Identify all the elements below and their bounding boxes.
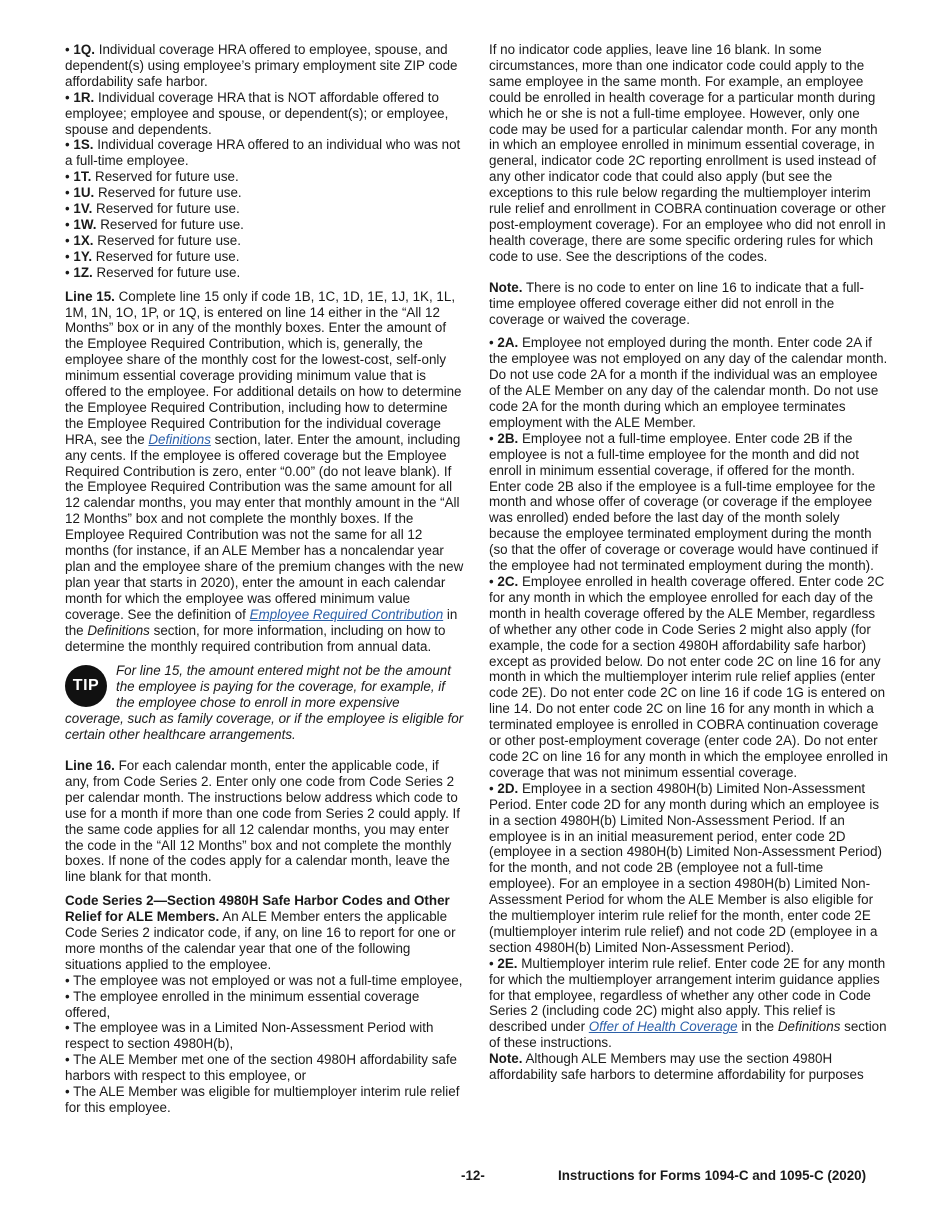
- code-item: • 1U. Reserved for future use.: [65, 185, 242, 201]
- code-series-2-paragraph: Code Series 2—Section 4980H Safe Harbor Codes and Other Relief for ALE Members. An ALE Member enters the applicable Code Series 2 indicator code, if any, on line 16 to report for one or more months of the calendar year that one of the following situations applied to the employee.: [65, 893, 456, 972]
- code-item: • 1Z. Reserved for future use.: [65, 264, 241, 280]
- code-item: • 1R. Individual coverage HRA that is NOT affordable offered to employee; employee and spouse, or dependent(s); or employee, spouse and dependents.: [65, 89, 449, 137]
- tip-box: [65, 663, 464, 743]
- code-item: • 1V. Reserved for future use.: [65, 201, 240, 217]
- code-item: • 2C. Employee enrolled in health coverage offered. Enter code 2C for any month in which the employee enrolled for each day of the month in health coverage offered by the ALE Member, regardless of whether any other code in Code Series 2 might also apply (for example, the code for a section 4980H affordability safe harbor) except as provided below. Do not enter code 2C on line 16 for any month in which the multiemployer interim rule relief applies (enter code 2E). Do not enter code 2C on line 16 if code 1G is entered on line 14. Do not enter code 2C on line 16 for any month in which a terminated employee is enrolled in COBRA continuation coverage or other post-employment coverage (enter code 2A). Do not enter code 2C on line 16 for any month in which the employee enrolled in coverage that was not minimum essential coverage.: [489, 574, 888, 780]
- code-list-2a-2e: [489, 335, 889, 1051]
- list-item: • The employee was not employed or was not a full-time employee,: [65, 972, 463, 988]
- definitions-link[interactable]: Definitions: [148, 431, 211, 447]
- right-column: [489, 42, 889, 1083]
- offer-of-health-coverage-link[interactable]: Offer of Health Coverage: [588, 1019, 738, 1035]
- note-paragraph: Note. Although ALE Members may use the section 4980H affordability safe harbors to determine affordability for purposes: [489, 1051, 864, 1083]
- code-item: • 2A. Employee not employed during the month. Enter code 2A if the employee was not employed on any day of the calendar month. Do not use code 2A for a month if the individual was an employee of the ALE Member on any day of the calendar month. Do not use code 2A for the month during which an employee terminates employment with the ALE Member.: [489, 335, 888, 430]
- list-item: • The ALE Member was eligible for multiemployer interim rule relief for this employee.: [65, 1084, 460, 1115]
- page-number: -12-: [461, 1168, 485, 1183]
- tip-icon: TIP: [65, 665, 107, 707]
- list-item: • The employee was in a Limited Non-Assessment Period with respect to section 4980H(b),: [65, 1020, 434, 1052]
- left-column: [65, 42, 464, 1116]
- code-item: • 2B. Employee not a full-time employee. Enter code 2B if the employee is not a full-time employee for the month and did not enroll in minimum essential coverage, if offered for the month. Enter code 2B also if the employee is a full-time employee for the month and whose offer of coverage (or coverage if the employee was enrolled) ended before the last day of the month solely because the employee terminated employment during the month (so that the offer of coverage or coverage would have continued if the employee had not terminated employment during the month).: [489, 430, 879, 574]
- situation-list: [65, 973, 464, 1116]
- line15-paragraph: Line 15. Complete line 15 only if code 1B, 1C, 1D, 1E, 1J, 1K, 1L, 1M, 1N, 1O, 1P, or 1Q, is entered on line 14 either in the “All 12 Months” box or in any of the monthly boxes. Enter the amount of the Employee Required Contribution, which is, generally, the employee share of the monthly cost for the lowest-cost, self-only minimum essential coverage providing minimum value that is offered to the employee. For additional details on how to determine the Employee Required Contribution, including how to determine the Employee Required Contribution for the individual coverage HRA, see the Definitions section, later. Enter the amount, including any cents. If the employee is offered coverage but the Employee Required Contribution is zero, enter “0.00” (do not leave blank). If the Employee Required Contribution was the same amount for all 12 calendar months, you may enter that monthly amount in the “All 12 Months” box and not complete the monthly boxes. If the Employee Required Contribution was not the same for all 12 months (for instance, if an ALE Member has a noncalendar year plan and the employee share of the premium changes with the new plan year that starts in 2020), enter the amount in each calendar month for which the employee was offered minimum value coverage. See the definition of Employee Required Contribution in the Definitions section, for more information, including on how to determine the monthly required contribution from annual data.: [65, 288, 464, 654]
- employee-required-contribution-link[interactable]: Employee Required Contribution: [249, 606, 444, 622]
- code-item: • 1T. Reserved for future use.: [65, 169, 239, 185]
- code-item: • 1X. Reserved for future use.: [65, 232, 241, 248]
- code-item: • 1Y. Reserved for future use.: [65, 248, 240, 264]
- intro-paragraph: If no indicator code applies, leave line 16 blank. In some circumstances, more than one indicator code could apply to the same employee in the same month. For example, an employee could be enrolled in health coverage for a particular month during which he or she is not a full-time employee. However, only one code may be used for a particular calendar month. For any month in which an employee enrolled in minimum essential coverage, in general, indicator code 2C reporting enrollment is used instead of any other indicator code that could also apply (but see the exceptions to this rule below regarding the multiemployer interim rule relief and enrollment in COBRA continuation coverage or other post-employment coverage). For an employee who did not enroll in health coverage, there are some specific ordering rules for which code to use. See the descriptions of the codes.: [489, 42, 886, 264]
- line16-paragraph: Line 16. For each calendar month, enter the applicable code, if any, from Code Series 2. Enter only one code from Code Series 2 per calendar month. The instructions below address which code to use for a month if more than one code from Series 2 could apply. If the same code applies for all 12 calendar months, you may enter the code in the “All 12 Months” box and not complete the monthly boxes. If none of the codes apply for a calendar month, leave the line blank for that month.: [65, 757, 460, 885]
- tip-text: For line 15, the amount entered might not be the amount the employee is paying for the coverage, for example, if the employee chose to enroll in more expensive coverage, such as family coverage, or if the employee is eligible for certain other healthcare arrangements.: [65, 663, 464, 743]
- list-item: • The ALE Member met one of the section 4980H affordability safe harbors with respect to this employee, or: [65, 1052, 458, 1084]
- document-title: Instructions for Forms 1094-C and 1095-C (2020): [558, 1168, 867, 1183]
- line16-heading: Line 16.: [65, 757, 115, 773]
- code-item: • 1W. Reserved for future use.: [65, 216, 244, 232]
- code-list-1q-1z: [65, 42, 464, 281]
- note-paragraph: Note. There is no code to enter on line 16 to indicate that a full-time employee offered coverage either did not enroll in the coverage or waived the coverage.: [489, 279, 864, 327]
- code-series-2-heading: Code Series 2—Section 4980H Safe Harbor Codes and Other Relief for ALE Members.: [65, 893, 450, 925]
- code-item: • 1Q. Individual coverage HRA offered to employee, spouse, and dependent(s) using employee’s primary employment site ZIP code affordability safe harbor.: [65, 42, 458, 89]
- code-item: • 1S. Individual coverage HRA offered to an individual who was not a full-time employee.: [65, 137, 461, 169]
- code-item: • 2E. Multiemployer interim rule relief. Enter code 2E for any month for which the multiemployer arrangement interim guidance applies for that employee, regardless of whether any other code in Code Series 2 (including code 2C) might also apply. This relief is described under Offer of Health Coverage in the Definitions section of these instructions.: [489, 955, 887, 1051]
- line15-heading: Line 15.: [65, 288, 115, 304]
- code-item: • 2D. Employee in a section 4980H(b) Limited Non-Assessment Period. Enter code 2D for any month during which an employee is in a section 4980H(b) Limited Non-Assessment Period. If an employee is in an initial measurement period, enter code 2D (employee in a section 4980H(b) Limited Non-Assessment Period) for the month, and not code 2B (employee not a full-time employee). For an employee in a section 4980H(b) Limited Non-Assessment Period for whom the ALE Member is also eligible for the multiemployer interim rule relief for the month, enter code 2E (multiemployer interim rule relief) and not code 2D (employee in a section 4980H(b) Limited Non-Assessment Period).: [489, 780, 882, 955]
- list-item: • The employee enrolled in the minimum essential coverage offered,: [65, 988, 420, 1020]
